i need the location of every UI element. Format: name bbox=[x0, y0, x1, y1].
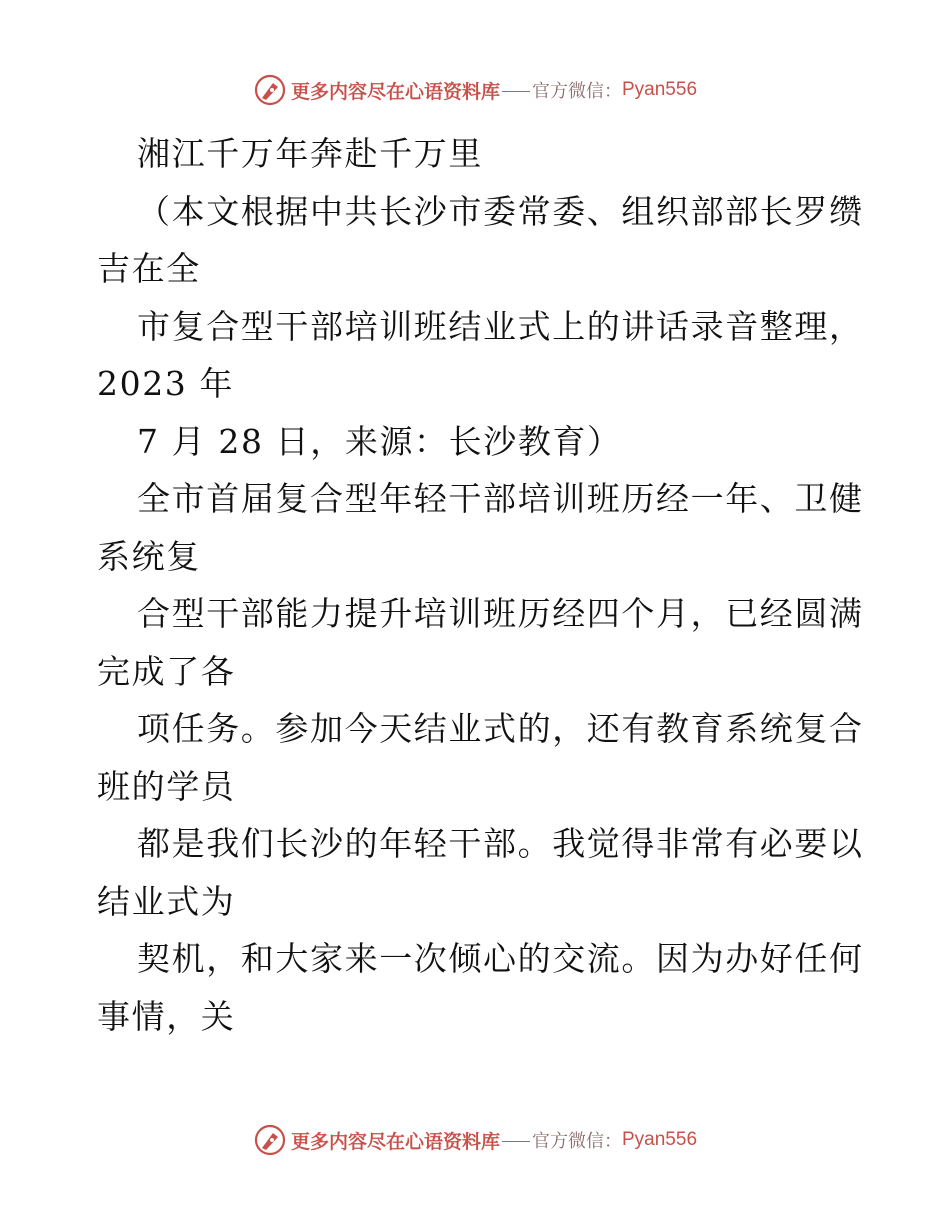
body-line: 事情，关 bbox=[97, 996, 236, 1036]
banner-main-text: 更多内容尽在心语资料库 bbox=[290, 80, 500, 103]
footer-watermark-banner bbox=[0, 1120, 950, 1160]
header-watermark-banner bbox=[0, 70, 950, 110]
body-line: 7 月 28 日，来源：长沙教育） bbox=[137, 421, 622, 461]
body-line: 结业式为 bbox=[97, 881, 236, 921]
body-line: 2023 年 bbox=[97, 364, 235, 403]
banner-sub-text: 官方微信： bbox=[532, 1131, 622, 1152]
body-line: 吉在全 bbox=[97, 249, 201, 288]
document-body bbox=[97, 125, 864, 1045]
banner-dash bbox=[502, 91, 530, 92]
pen-nib-logo-icon bbox=[253, 73, 287, 107]
banner-sub-text: 官方微信： bbox=[532, 81, 622, 102]
body-line: 系统复 bbox=[97, 536, 201, 576]
body-line: （本文根据中共长沙市委常委、组织部部长罗缵 bbox=[137, 191, 864, 231]
body-line: 都是我们长沙的年轻干部。我觉得非常有必要以 bbox=[137, 824, 864, 863]
body-line: 班的学员 bbox=[97, 766, 236, 806]
body-line: 湘江千万年奔赴千万里 bbox=[137, 134, 483, 173]
body-line: 全市首届复合型年轻干部培训班历经一年、卫健 bbox=[137, 479, 864, 518]
banner-wechat-id: Pyan556 bbox=[622, 1129, 698, 1150]
pen-nib-logo-icon bbox=[253, 1123, 287, 1157]
banner-main-text: 更多内容尽在心语资料库 bbox=[290, 1130, 500, 1153]
body-line: 市复合型干部培训班结业式上的讲话录音整理， bbox=[137, 306, 864, 346]
banner-dash bbox=[502, 1141, 530, 1142]
body-line: 完成了各 bbox=[97, 651, 236, 691]
banner-wechat-id: Pyan556 bbox=[622, 79, 698, 100]
body-line: 项任务。参加今天结业式的，还有教育系统复合 bbox=[137, 709, 864, 748]
body-line: 契机，和大家来一次倾心的交流。因为办好任何 bbox=[137, 939, 864, 978]
body-line: 合型干部能力提升培训班历经四个月，已经圆满 bbox=[137, 594, 864, 633]
